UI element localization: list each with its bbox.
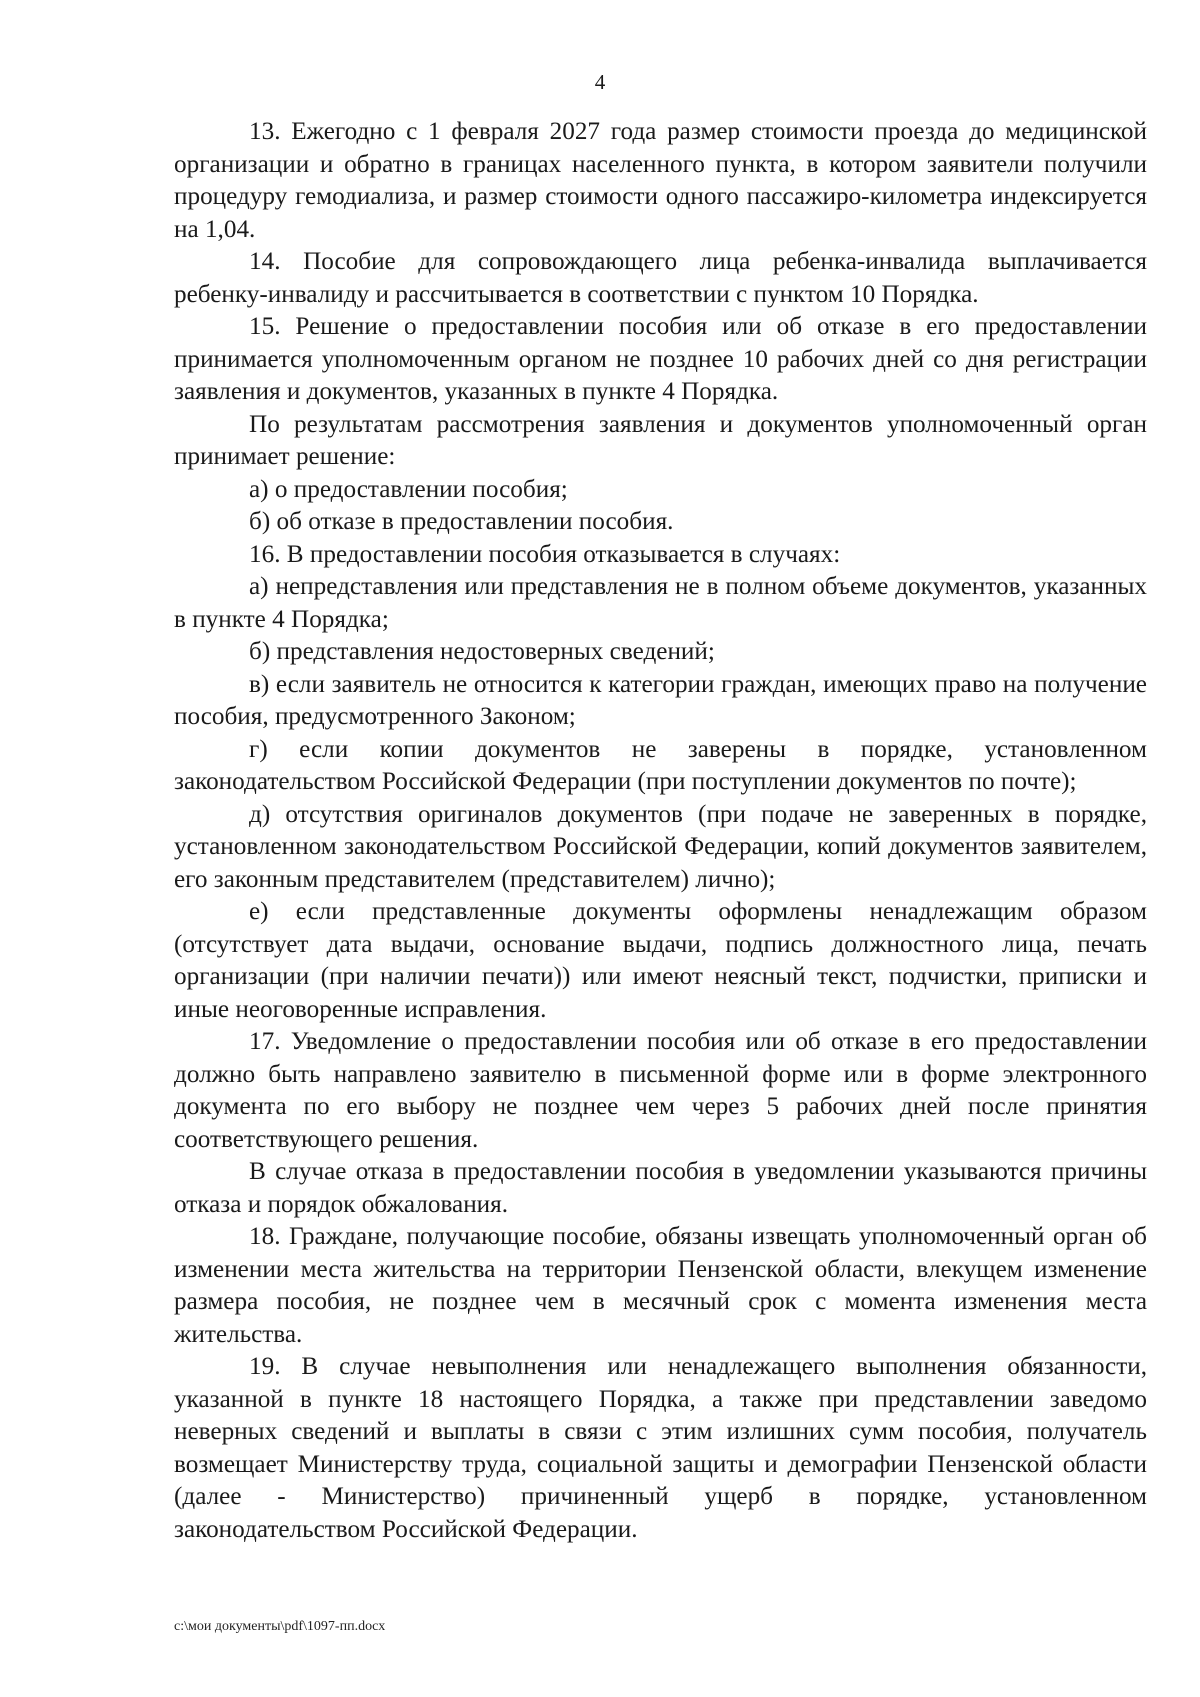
paragraph-15-item-b: б) об отказе в предоставлении пособия. — [249, 508, 674, 535]
paragraph-15-decision-intro: По результатам рассмотрения заявления и документов уполномоченный орган принимает решение: — [174, 410, 1147, 470]
paragraph-15-item-a: а) о предоставлении пособия; — [249, 475, 568, 503]
paragraph-17: 17. Уведомление о предоставлении пособия или об отказе в его предоставлении должно быть направлено заявителю в письменной форме или в форме электронного документа по его выбору не позднее чем через 5 рабочих дней после принятия соответствующего решения. — [174, 1028, 1147, 1153]
paragraph-16-item-g: г) если копии документов не заверены в порядке, установленном законодательством Российской Федерации (при поступлении документов по почте); — [174, 735, 1147, 795]
document-body — [174, 116, 1147, 1546]
paragraph-17-refusal: В случае отказа в предоставлении пособия в уведомлении указываются причины отказа и порядок обжалования. — [174, 1158, 1147, 1218]
paragraph-16-item-b: б) представления недостоверных сведений; — [249, 638, 715, 665]
paragraph-16: 16. В предоставлении пособия отказывается в случаях: — [249, 540, 841, 568]
paragraph-15: 15. Решение о предоставлении пособия или об отказе в его предоставлении принимается уполномоченным органом не позднее 10 рабочих дней со дня регистрации заявления и документов, указанных в пункте 4 Порядка. — [174, 313, 1147, 405]
paragraph-13: 13. Ежегодно с 1 февраля 2027 года размер стоимости проезда до медицинской организации и обратно в границах населенного пункта, в котором заявители получили процедуру гемодиализа, и размер стоимости одного пассажиро-километра индексируется на 1,04. — [174, 118, 1147, 243]
paragraph-16-item-d: д) отсутствия оригиналов документов (при подаче не заверенных в порядке, установленном законодательством Российской Федерации, копий документов заявителем, его законным представителем (представителем) лично); — [174, 800, 1147, 893]
paragraph-18: 18. Граждане, получающие пособие, обязаны извещать уполномоченный орган об изменении места жительства на территории Пензенской области, влекущем изменение размера пособия, не позднее чем в месячный срок с момента изменения места жительства. — [174, 1223, 1147, 1348]
paragraph-14: 14. Пособие для сопровождающего лица ребенка-инвалида выплачивается ребенку-инвалиду и рассчитывается в соответствии с пунктом 10 Порядка. — [174, 248, 1147, 308]
paragraph-19: 19. В случае невыполнения или ненадлежащего выполнения обязанности, указанной в пункте 18 настоящего Порядка, а также при представлении заведомо неверных сведений и выплаты в связи с этим излишних сумм пособия, получатель возмещает Министерству труда, социальной защиты и демографии Пензенской области (далее - Министерство) причиненный ущерб в порядке, установленном законодательством Российской Федерации. — [174, 1353, 1147, 1543]
footer-file-path: c:\мои документы\pdf\1097-пп.docx — [174, 1619, 386, 1634]
paragraph-16-item-a: а) непредставления или представления не в полном объеме документов, указанных в пункте 4 Порядка; — [174, 573, 1147, 633]
paragraph-16-item-e: е) если представленные документы оформлены ненадлежащим образом (отсутствует дата выдачи, основание выдачи, подпись должностного лица, печать организации (при наличии печати)) или имеют неясный текст, подчистки, приписки и иные неоговоренные исправления. — [174, 898, 1147, 1023]
page-number: 4 — [594, 70, 606, 94]
paragraph-16-item-v: в) если заявитель не относится к категории граждан, имеющих право на получение пособия, предусмотренного Законом; — [174, 670, 1147, 730]
